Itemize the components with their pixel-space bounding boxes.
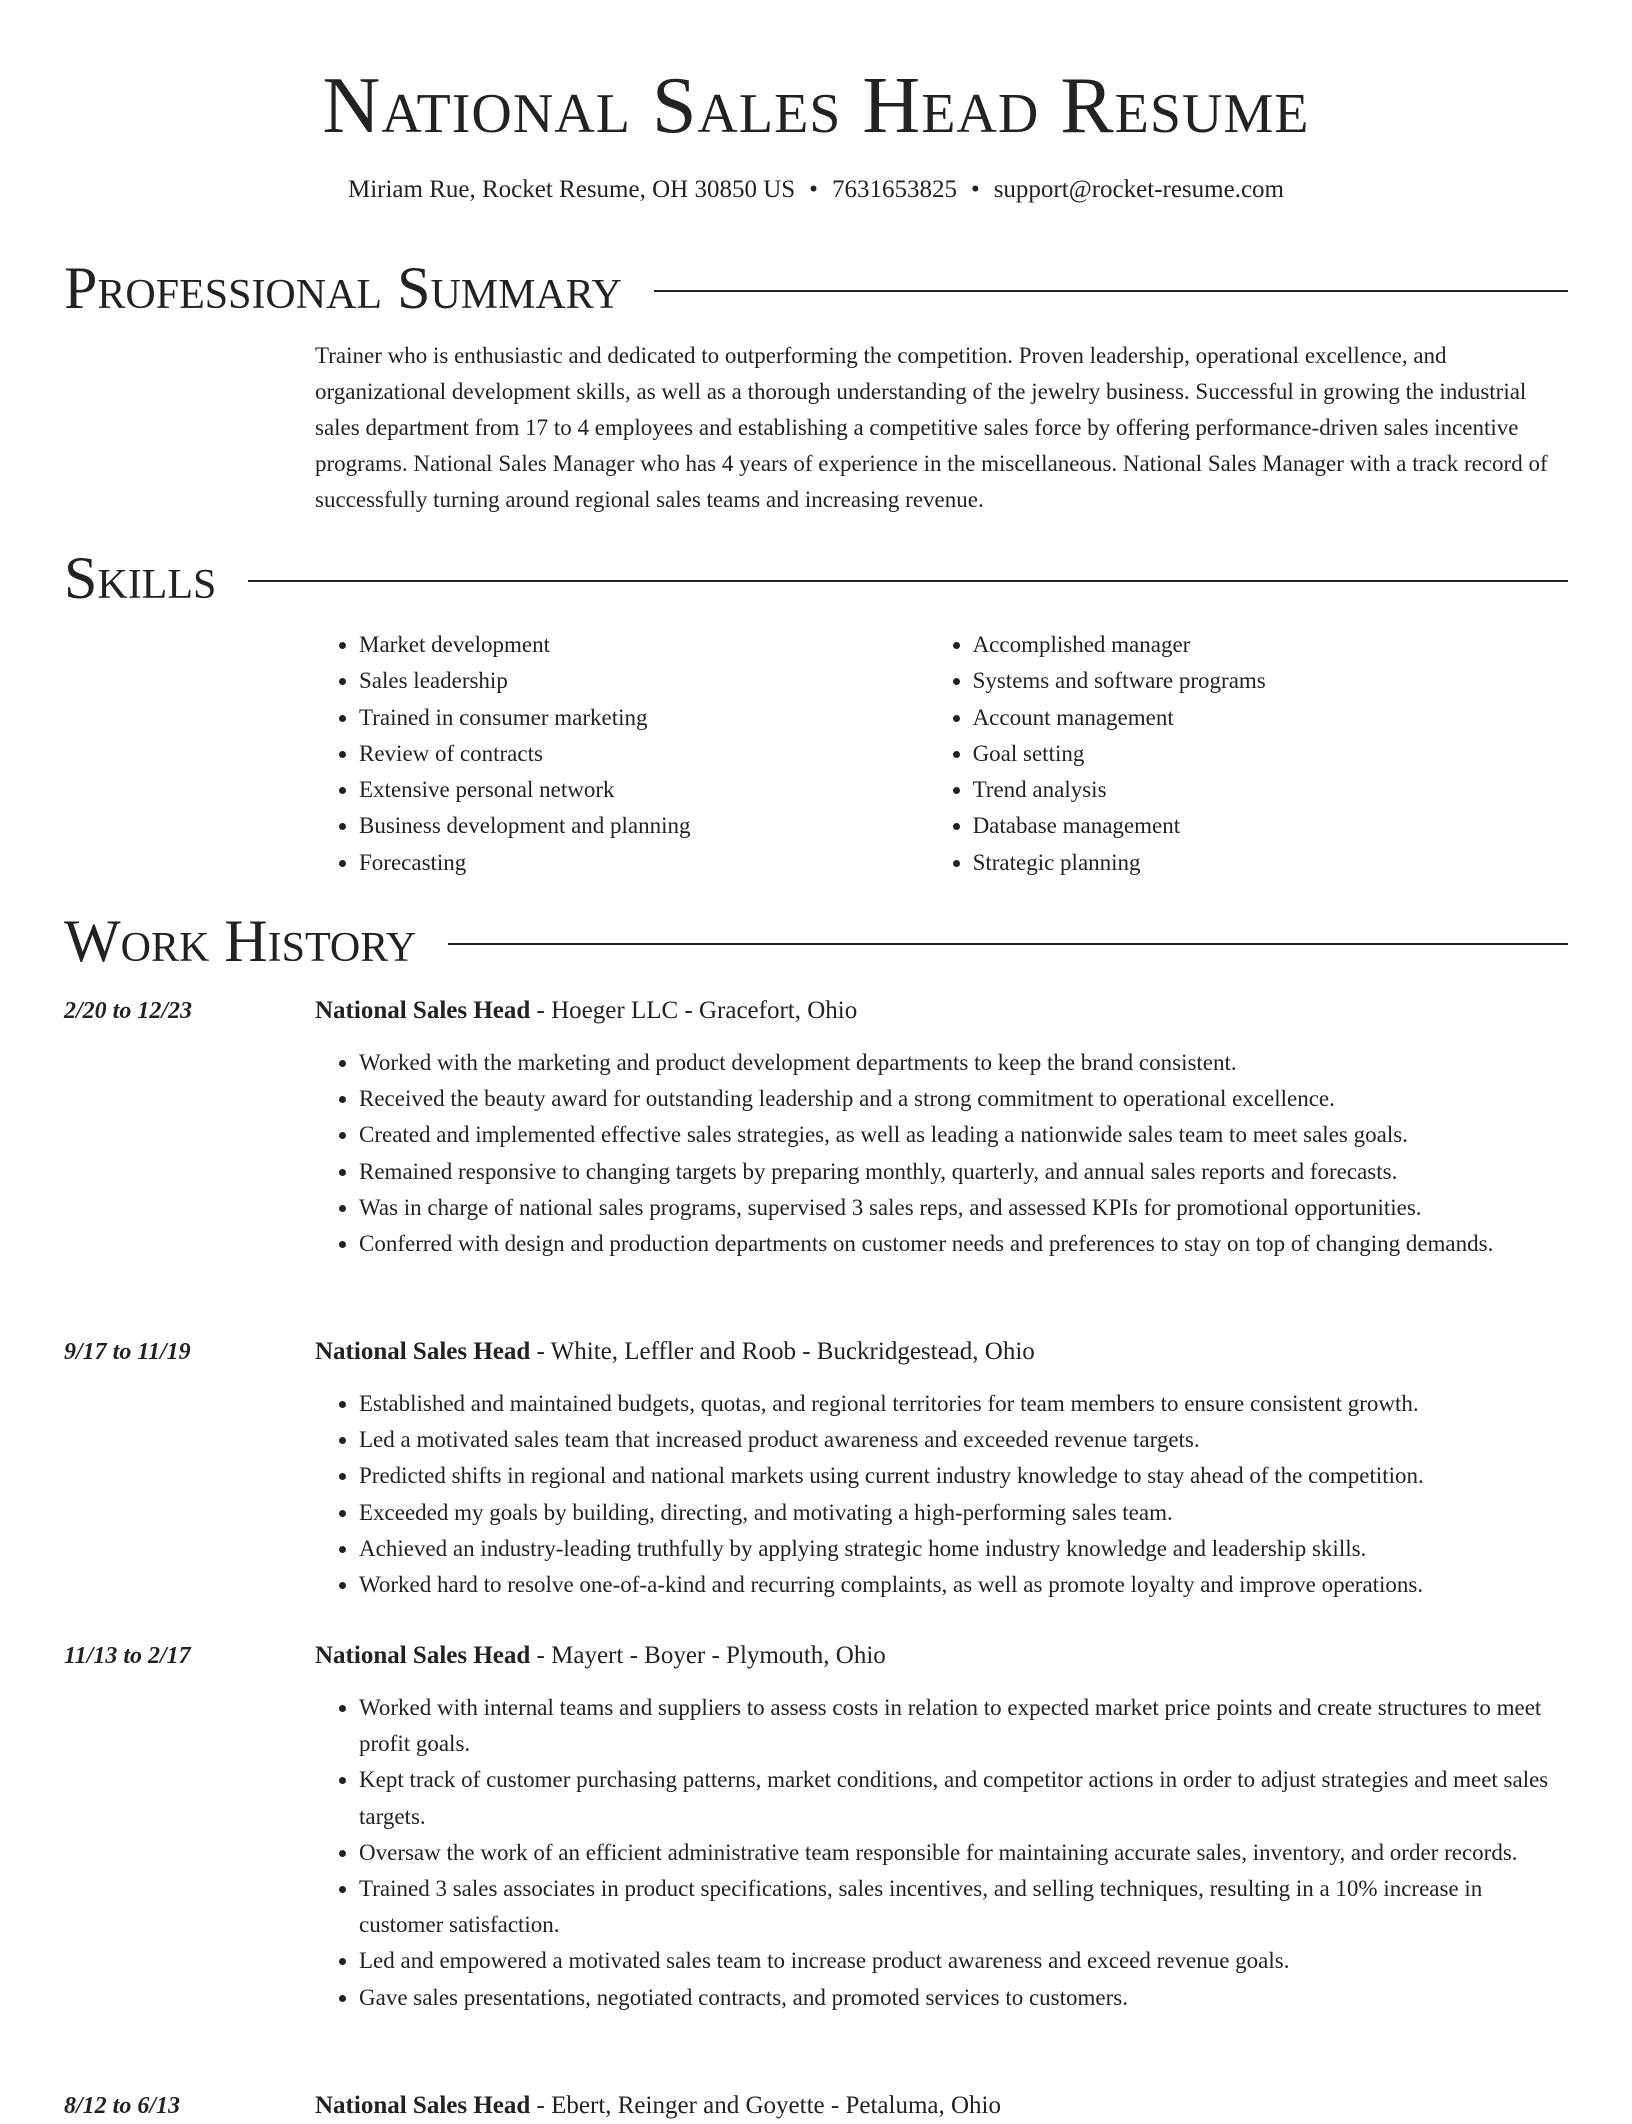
work-heading: Work History [64, 908, 417, 974]
skill-item: • Trained in consumer marketing [359, 700, 929, 736]
contact-address: Miriam Rue, Rocket Resume, OH 30850 US [347, 176, 796, 203]
job-dates: 9/17 to 11/19 [64, 1339, 191, 1365]
skills-list [315, 627, 1570, 881]
job-heading [315, 1334, 1568, 1370]
job-bullet: • Worked hard to resolve one-of-a-kind and recurring complaints, as well as promote loyalty and improve operations. [359, 1567, 1568, 1603]
skills-column-right [929, 627, 1570, 881]
section-divider [654, 290, 1568, 292]
job-bullet: • Worked with internal teams and suppliers to assess costs in relation to expected market price points and create structures to meet profit goals. [359, 1690, 1568, 1762]
job-bullet: • Trained 3 sales associates in product specifications, sales incentives, and selling techniques, resulting in a 10% increase in customer satisfaction. [359, 1871, 1568, 1943]
skills-section-header [64, 542, 1568, 614]
skill-item: • Market development [359, 627, 929, 663]
job-bullet: • Remained responsive to changing targets by preparing monthly, quarterly, and annual sales reports and forecasts. [359, 1154, 1568, 1190]
job-role: National Sales Head [315, 2092, 531, 2119]
skills-heading: Skills [64, 545, 217, 611]
job-bullet: • Exceeded my goals by building, directing, and motivating a high-performing sales team. [359, 1495, 1568, 1531]
contact-email: support@rocket-resume.com [993, 176, 1284, 203]
skill-item: • Review of contracts [359, 736, 929, 772]
job-bullet: • Oversaw the work of an efficient administrative team responsible for maintaining accurate sales, inventory, and order records. [359, 1835, 1568, 1871]
job-bullet: • Achieved an industry-leading truthfully by applying strategic home industry knowledge and leadership skills. [359, 1531, 1568, 1567]
resume-title: National Sales Head Resume [322, 62, 1310, 150]
job-heading [315, 2088, 1568, 2124]
contact-line [0, 172, 1632, 208]
skills-column-left [315, 627, 929, 881]
job-heading [315, 1638, 1568, 1674]
job-bullet: • Created and implemented effective sales strategies, as well as leading a nationwide sales team to meet sales goals. [359, 1117, 1568, 1153]
job-dates: 2/20 to 12/23 [64, 998, 193, 1024]
job-bullet: • Led a motivated sales team that increased product awareness and exceeded revenue targets. [359, 1422, 1568, 1458]
summary-text: Trainer who is enthusiastic and dedicated to outperforming the competition. Proven leadership, operational excellence, and organizational development skills, as well as a thorough understanding of the jewelry business. Successful in growing the industrial sales department from 17 to 4 employees and establishing a competitive sales force by offering performance-driven sales incentive programs. National Sales Manager who has 4 years of experience in the miscellaneous. National Sales Manager with a track record of successfully turning around regional sales teams and increasing revenue. [315, 343, 1548, 512]
work-section-header [64, 905, 1568, 977]
skill-item: • Trend analysis [973, 772, 1570, 808]
job-company: - White, Leffler and Roob - Buckridgestead, Ohio [530, 1338, 1035, 1365]
skill-item: • Forecasting [359, 845, 929, 881]
skill-item: • Account management [973, 700, 1570, 736]
contact-phone: 7631653825 [831, 176, 957, 203]
skill-item: • Database management [973, 808, 1570, 844]
job-bullet: • Kept track of customer purchasing patterns, market conditions, and competitor actions in order to adjust strategies and meet sales targets. [359, 1762, 1568, 1834]
skill-item: • Extensive personal network [359, 772, 929, 808]
job-role: National Sales Head [315, 997, 531, 1024]
job-role: National Sales Head [315, 1642, 531, 1669]
skill-item: • Systems and software programs [973, 663, 1570, 699]
job-bullet: • Established and maintained budgets, quotas, and regional territories for team members to ensure consistent growth. [359, 1386, 1568, 1422]
job-bullet: • Was in charge of national sales programs, supervised 3 sales reps, and assessed KPIs for promotional opportunities. [359, 1190, 1568, 1226]
job-bullet: • Conferred with design and production departments on customer needs and preferences to stay on top of changing demands. [359, 1226, 1568, 1262]
job-bullets [315, 1045, 1568, 1262]
skill-item: • Strategic planning [973, 845, 1570, 881]
job-company: - Mayert - Boyer - Plymouth, Ohio [530, 1642, 886, 1669]
job-company: - Ebert, Reinger and Goyette - Petaluma, Ohio [530, 2092, 1001, 2119]
skill-item: • Sales leadership [359, 663, 929, 699]
separator-dot: • [970, 176, 980, 203]
job-dates: 8/12 to 6/13 [64, 2093, 181, 2119]
section-divider [248, 580, 1568, 582]
job-bullet: • Worked with the marketing and product development departments to keep the brand consistent. [359, 1045, 1568, 1081]
job-dates: 11/13 to 2/17 [64, 1643, 191, 1669]
job-bullet: • Received the beauty award for outstanding leadership and a strong commitment to operational excellence. [359, 1081, 1568, 1117]
skill-item: • Business development and planning [359, 808, 929, 844]
summary-section-header [64, 252, 1568, 324]
section-divider [448, 943, 1568, 945]
job-bullet: • Gave sales presentations, negotiated contracts, and promoted services to customers. [359, 1980, 1568, 2016]
job-bullets [315, 1690, 1568, 2016]
summary-heading: Professional Summary [64, 255, 622, 321]
job-bullet: • Led and empowered a motivated sales team to increase product awareness and exceed revenue goals. [359, 1943, 1568, 1979]
job-heading [315, 993, 1568, 1029]
skill-item: • Goal setting [973, 736, 1570, 772]
skill-item: • Accomplished manager [973, 627, 1570, 663]
job-bullet: • Predicted shifts in regional and national markets using current industry knowledge to stay ahead of the competition. [359, 1458, 1568, 1494]
separator-dot: • [809, 176, 818, 203]
job-role: National Sales Head [315, 1338, 531, 1365]
job-bullets [315, 1386, 1568, 1603]
job-company: - Hoeger LLC - Gracefort, Ohio [530, 997, 858, 1024]
